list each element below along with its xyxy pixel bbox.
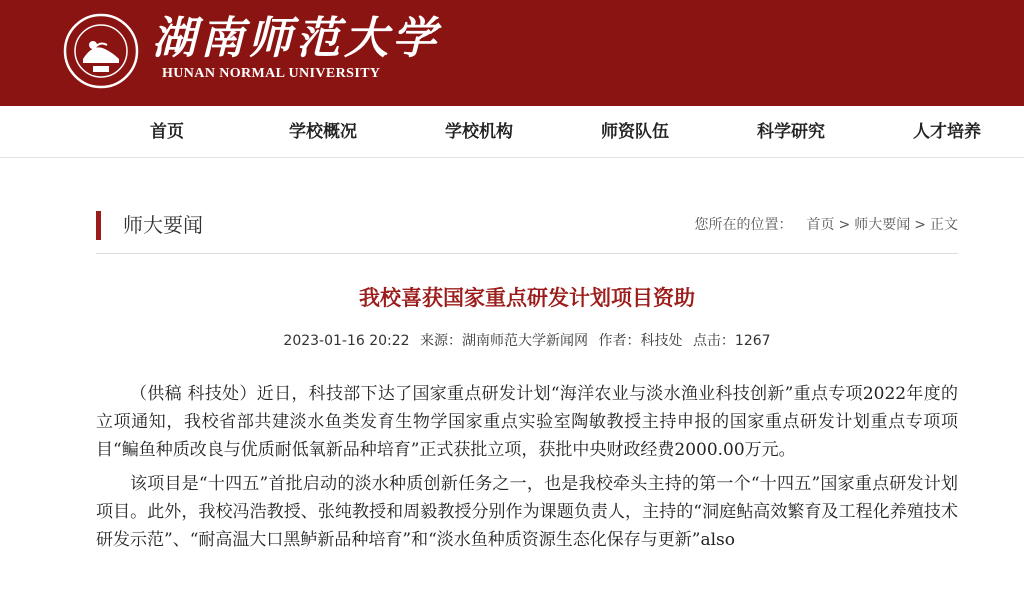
article-title: 我校喜获国家重点研发计划项目资助 [359,286,695,310]
article-date: 2023-01-16 20:22 [283,333,410,349]
section-accent-bar [96,211,101,240]
breadcrumb-separator: > [914,217,926,233]
article-paragraph: 该项目是“十四五”首批启动的淡水种质创新任务之一，也是我校牵头主持的第一个“十四五”国家重点研发计划项目。此外，我校冯浩教授、张纯教授和周毅教授分别作为课题负责人，主持的“洞庭鲇高效繁育及工程化养殖技术研发示范”、“耐高温大口黑鲈新品种培育”和“淡水鱼种质资源生态化保存与更新”also [96,474,958,550]
nav-item-about[interactable]: 学校概况 [289,122,357,142]
nav-item-research[interactable]: 科学研究 [757,122,825,142]
breadcrumb-news-link[interactable]: 师大要闻 [854,217,911,233]
breadcrumb [695,215,958,235]
breadcrumb-current: 正文 [930,217,958,233]
article-body [96,380,958,560]
university-name-en: HUNAN NORMAL UNIVERSITY [162,66,381,81]
university-seal-logo[interactable] [63,13,139,89]
breadcrumb-separator: > [838,217,851,233]
nav-item-education[interactable]: 人才培养 [913,122,981,142]
article-paragraph: （供稿 科技处）近日，科技部下达了国家重点研发计划“海洋农业与淡水渔业科技创新”重点专项2022年度的立项通知，我校省部共建淡水鱼类发育生物学国家重点实验室陶敏教授主持申报的国家重点研发计划重点专项项目“鳊鱼种质改良与优质耐低氧新品种培育”正式获批立项，获批中央财政经费2000.00万元。 [96,384,958,460]
section-title: 师大要闻 [123,213,203,237]
nav-item-faculty[interactable]: 师资队伍 [601,122,669,142]
main-nav [0,106,1024,158]
section-header [96,208,958,254]
breadcrumb-label: 您所在的位置： [694,217,793,233]
nav-item-home[interactable]: 首页 [150,122,184,142]
site-header [0,0,1024,106]
university-name-cn: 湖南师范大学 [152,13,440,64]
breadcrumb-home-link[interactable]: 首页 [806,217,835,233]
article-source: 来源：湖南师范大学新闻网 [420,333,589,349]
article-meta [96,331,958,351]
article-clicks: 点击：1267 [692,333,771,349]
nav-item-departments[interactable]: 学校机构 [445,122,513,142]
article-author: 作者：科技处 [598,333,683,349]
